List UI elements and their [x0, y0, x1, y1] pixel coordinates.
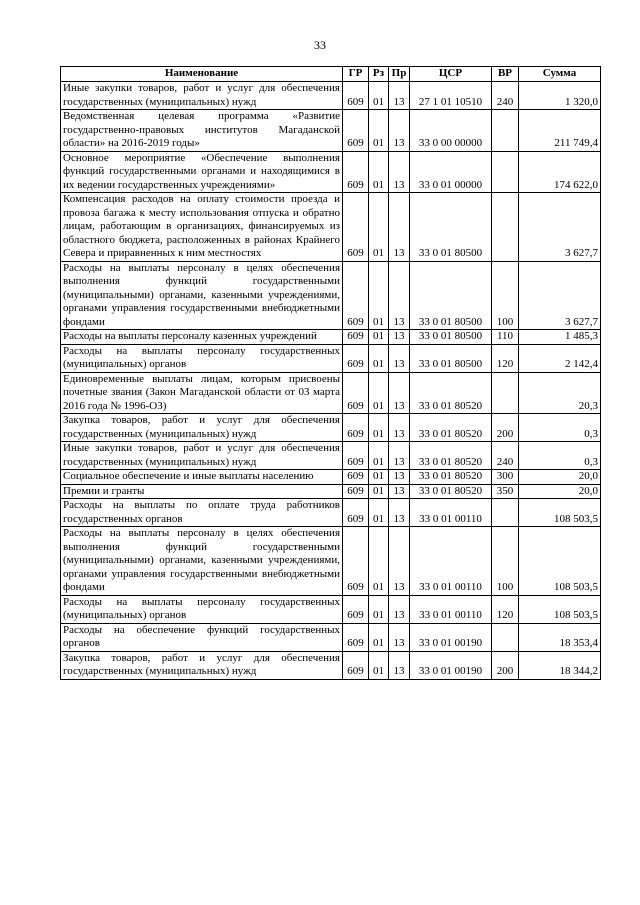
row-sum-cell: 3 627,7	[519, 193, 601, 262]
row-pr-cell: 13	[389, 193, 410, 262]
row-vr-cell: 120	[492, 344, 519, 372]
row-gr-cell: 609	[343, 470, 369, 485]
row-vr-cell: 200	[492, 651, 519, 679]
row-pr-cell: 13	[389, 527, 410, 596]
row-gr-cell: 609	[343, 110, 369, 152]
row-gr-cell: 609	[343, 414, 369, 442]
row-vr-cell: 350	[492, 484, 519, 499]
table-row	[61, 151, 601, 193]
row-pr-cell: 13	[389, 261, 410, 330]
column-header-sum: Сумма	[519, 67, 601, 82]
table-row	[61, 110, 601, 152]
row-sum-cell: 108 503,5	[519, 595, 601, 623]
row-sum-cell: 1 320,0	[519, 82, 601, 110]
row-csr-cell: 33 0 01 80520	[410, 470, 492, 485]
row-name-cell: Закупка товаров, работ и услуг для обеспечения государственных (муниципальных) нужд	[61, 414, 343, 442]
row-gr-cell: 609	[343, 595, 369, 623]
row-pr-cell: 13	[389, 372, 410, 414]
table-header-row	[61, 67, 601, 82]
row-pr-cell: 13	[389, 82, 410, 110]
row-rz-cell: 01	[369, 330, 389, 345]
row-gr-cell: 609	[343, 484, 369, 499]
row-csr-cell: 33 0 01 00190	[410, 623, 492, 651]
row-rz-cell: 01	[369, 499, 389, 527]
row-gr-cell: 609	[343, 527, 369, 596]
row-pr-cell: 13	[389, 414, 410, 442]
row-name-cell: Расходы на выплаты персоналу в целях обеспечения выполнения функций государственными (муниципальными) органами, казенными учреждениями, органами управления государственными внебюджетными фондами	[61, 527, 343, 596]
column-header-vr: ВР	[492, 67, 519, 82]
row-rz-cell: 01	[369, 651, 389, 679]
row-name-cell: Основное мероприятие «Обеспечение выполнения функций государственными органами и находящимися в их ведении государственных учреждениями»	[61, 151, 343, 193]
row-pr-cell: 13	[389, 595, 410, 623]
row-csr-cell: 33 0 01 80500	[410, 261, 492, 330]
row-csr-cell: 33 0 01 00000	[410, 151, 492, 193]
budget-table	[60, 66, 601, 680]
row-name-cell: Единовременные выплаты лицам, которым присвоены почетные звания (Закон Магаданской области от 03 марта 2016 года № 1996-ОЗ)	[61, 372, 343, 414]
table-row	[61, 193, 601, 262]
row-sum-cell: 20,0	[519, 484, 601, 499]
table-row	[61, 442, 601, 470]
table-row	[61, 595, 601, 623]
row-gr-cell: 609	[343, 261, 369, 330]
row-name-cell: Расходы на выплаты персоналу в целях обеспечения выполнения функций государственными (муниципальными) органами, казенными учреждениями, органами управления государственными внебюджетными фондами	[61, 261, 343, 330]
table-row	[61, 623, 601, 651]
row-pr-cell: 13	[389, 651, 410, 679]
column-header-rz: Рз	[369, 67, 389, 82]
row-name-cell: Расходы на выплаты персоналу казенных учреждений	[61, 330, 343, 345]
row-name-cell: Социальное обеспечение и иные выплаты населению	[61, 470, 343, 485]
table-row	[61, 372, 601, 414]
row-rz-cell: 01	[369, 110, 389, 152]
row-vr-cell	[492, 110, 519, 152]
row-csr-cell: 33 0 01 80500	[410, 193, 492, 262]
page-number: 33	[314, 38, 326, 52]
row-sum-cell: 20,0	[519, 470, 601, 485]
row-csr-cell: 33 0 01 00190	[410, 651, 492, 679]
row-vr-cell: 120	[492, 595, 519, 623]
row-pr-cell: 13	[389, 330, 410, 345]
row-gr-cell: 609	[343, 344, 369, 372]
row-csr-cell: 33 0 00 00000	[410, 110, 492, 152]
row-pr-cell: 13	[389, 499, 410, 527]
row-gr-cell: 609	[343, 442, 369, 470]
table-row	[61, 484, 601, 499]
row-csr-cell: 33 0 01 80520	[410, 372, 492, 414]
row-pr-cell: 13	[389, 151, 410, 193]
row-rz-cell: 01	[369, 151, 389, 193]
table-row	[61, 344, 601, 372]
row-sum-cell: 174 622,0	[519, 151, 601, 193]
row-rz-cell: 01	[369, 470, 389, 485]
row-vr-cell: 100	[492, 527, 519, 596]
table-row	[61, 261, 601, 330]
row-rz-cell: 01	[369, 484, 389, 499]
row-pr-cell: 13	[389, 484, 410, 499]
row-sum-cell: 108 503,5	[519, 527, 601, 596]
row-name-cell: Расходы на выплаты по оплате труда работников государственных органов	[61, 499, 343, 527]
row-rz-cell: 01	[369, 623, 389, 651]
table-row	[61, 651, 601, 679]
table-row	[61, 470, 601, 485]
row-csr-cell: 33 0 01 80520	[410, 442, 492, 470]
row-csr-cell: 33 0 01 80500	[410, 330, 492, 345]
row-vr-cell	[492, 372, 519, 414]
column-header-name: Наименование	[61, 67, 343, 82]
row-pr-cell: 13	[389, 110, 410, 152]
row-rz-cell: 01	[369, 193, 389, 262]
table-row	[61, 414, 601, 442]
row-vr-cell	[492, 623, 519, 651]
row-name-cell: Расходы на обеспечение функций государственных органов	[61, 623, 343, 651]
row-vr-cell: 100	[492, 261, 519, 330]
row-vr-cell: 240	[492, 82, 519, 110]
row-pr-cell: 13	[389, 344, 410, 372]
row-sum-cell: 20,3	[519, 372, 601, 414]
row-vr-cell: 300	[492, 470, 519, 485]
row-name-cell: Иные закупки товаров, работ и услуг для обеспечения государственных (муниципальных) нужд	[61, 442, 343, 470]
row-sum-cell: 18 353,4	[519, 623, 601, 651]
row-gr-cell: 609	[343, 151, 369, 193]
table-row	[61, 499, 601, 527]
row-name-cell: Премии и гранты	[61, 484, 343, 499]
row-gr-cell: 609	[343, 499, 369, 527]
row-name-cell: Ведомственная целевая программа «Развитие государственно-правовых институтов Магаданской области» на 2016-2019 годы»	[61, 110, 343, 152]
row-gr-cell: 609	[343, 651, 369, 679]
row-sum-cell: 1 485,3	[519, 330, 601, 345]
row-rz-cell: 01	[369, 414, 389, 442]
column-header-gr: ГР	[343, 67, 369, 82]
row-sum-cell: 18 344,2	[519, 651, 601, 679]
table-body	[61, 82, 601, 680]
row-name-cell: Иные закупки товаров, работ и услуг для обеспечения государственных (муниципальных) нужд	[61, 82, 343, 110]
table-row	[61, 330, 601, 345]
row-pr-cell: 13	[389, 442, 410, 470]
row-name-cell: Расходы на выплаты персоналу государственных (муниципальных) органов	[61, 344, 343, 372]
row-vr-cell	[492, 193, 519, 262]
row-rz-cell: 01	[369, 261, 389, 330]
row-gr-cell: 609	[343, 623, 369, 651]
row-csr-cell: 33 0 01 00110	[410, 595, 492, 623]
row-pr-cell: 13	[389, 470, 410, 485]
table-row	[61, 527, 601, 596]
row-rz-cell: 01	[369, 344, 389, 372]
row-rz-cell: 01	[369, 527, 389, 596]
row-sum-cell: 211 749,4	[519, 110, 601, 152]
table-row	[61, 82, 601, 110]
row-vr-cell: 110	[492, 330, 519, 345]
row-csr-cell: 33 0 01 80520	[410, 484, 492, 499]
row-vr-cell: 200	[492, 414, 519, 442]
column-header-csr: ЦСР	[410, 67, 492, 82]
row-gr-cell: 609	[343, 193, 369, 262]
row-sum-cell: 0,3	[519, 414, 601, 442]
row-gr-cell: 609	[343, 82, 369, 110]
row-sum-cell: 0,3	[519, 442, 601, 470]
row-pr-cell: 13	[389, 623, 410, 651]
row-csr-cell: 33 0 01 00110	[410, 499, 492, 527]
row-csr-cell: 33 0 01 00110	[410, 527, 492, 596]
row-vr-cell: 240	[492, 442, 519, 470]
row-name-cell: Закупка товаров, работ и услуг для обеспечения государственных (муниципальных) нужд	[61, 651, 343, 679]
row-gr-cell: 609	[343, 372, 369, 414]
row-sum-cell: 3 627,7	[519, 261, 601, 330]
row-csr-cell: 33 0 01 80520	[410, 414, 492, 442]
row-rz-cell: 01	[369, 595, 389, 623]
row-sum-cell: 108 503,5	[519, 499, 601, 527]
row-rz-cell: 01	[369, 372, 389, 414]
row-rz-cell: 01	[369, 442, 389, 470]
row-vr-cell	[492, 499, 519, 527]
row-name-cell: Компенсация расходов на оплату стоимости проезда и провоза багажа к месту использования отпуска и обратно лицам, работающим в организациях, финансируемых из областного бюджета, расположенных в районах Крайнего Севера и приравненных к ним местностях	[61, 193, 343, 262]
row-sum-cell: 2 142,4	[519, 344, 601, 372]
row-csr-cell: 33 0 01 80500	[410, 344, 492, 372]
row-name-cell: Расходы на выплаты персоналу государственных (муниципальных) органов	[61, 595, 343, 623]
row-vr-cell	[492, 151, 519, 193]
row-csr-cell: 27 1 01 10510	[410, 82, 492, 110]
column-header-pr: Пр	[389, 67, 410, 82]
row-gr-cell: 609	[343, 330, 369, 345]
row-rz-cell: 01	[369, 82, 389, 110]
